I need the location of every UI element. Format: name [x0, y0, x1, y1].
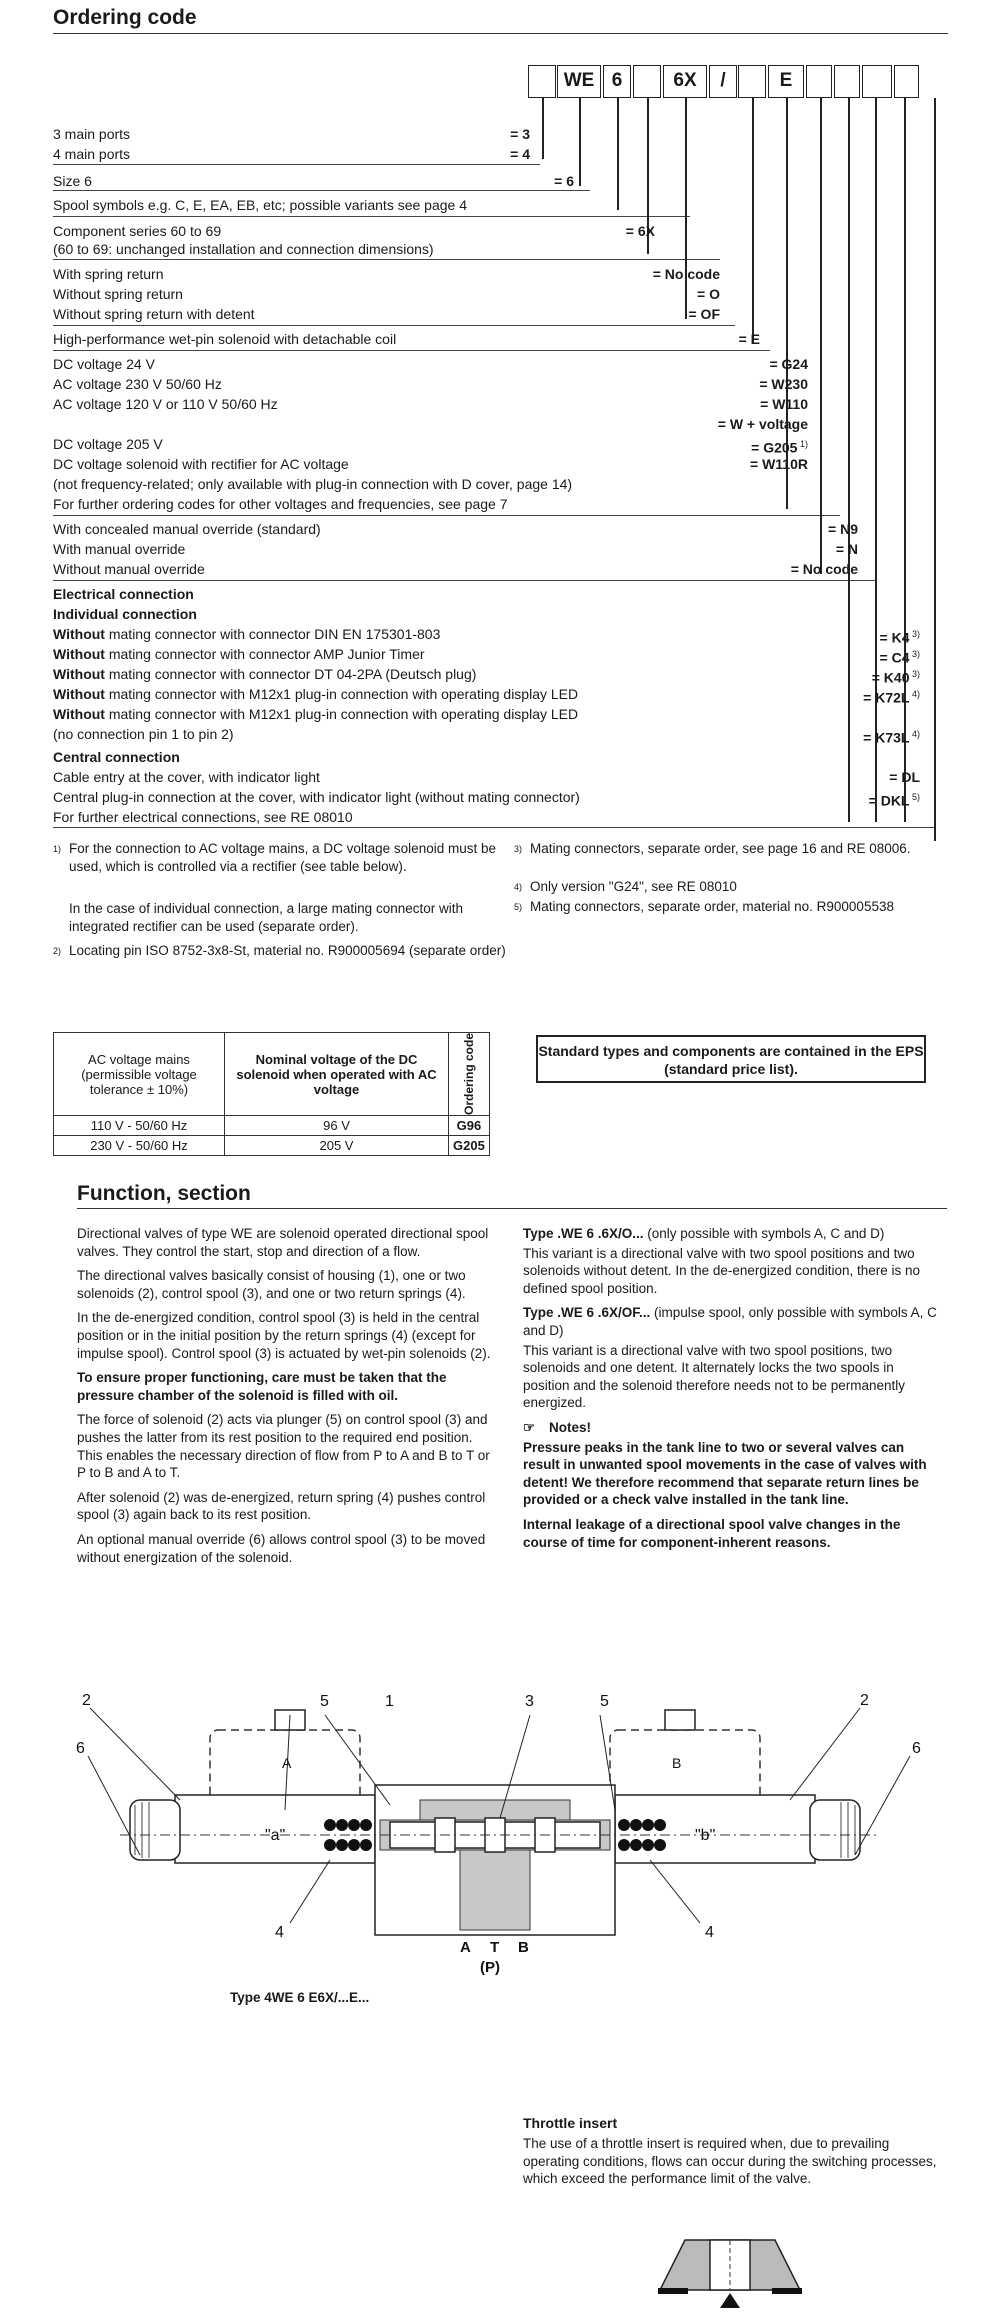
code-leader-line: [542, 98, 544, 159]
table-cell: 230 V - 50/60 Hz: [54, 1136, 225, 1156]
code-box: /: [709, 65, 737, 98]
ordering-row-code: = K4 $^{3)}$: [879, 629, 920, 646]
ac-header-ordering: [449, 1033, 490, 1116]
ordering-row-label: Without mating connector with M12x1 plug-in connection with operating display LED: [53, 686, 579, 702]
table-cell: G96: [449, 1116, 490, 1136]
group-separator: [53, 515, 840, 516]
footnote-number: 5): [514, 902, 523, 912]
ordering-row-code: = G205 $^{1)}$: [751, 439, 808, 456]
ordering-row-code: = DL: [889, 769, 920, 785]
ordering-row-label: With spring return: [53, 266, 164, 282]
ordering-row-label: Individual connection: [53, 606, 197, 622]
code-box: 6X: [663, 65, 707, 98]
port-t-label: T: [490, 1939, 500, 1956]
code-box: 6: [603, 65, 631, 98]
table-cell: 110 V - 50/60 Hz: [54, 1116, 225, 1136]
ac-header-ordering-label: Ordering code: [461, 1033, 476, 1116]
code-leader-line: [617, 98, 619, 210]
ordering-row-label: For further ordering codes for other voltages and frequencies, see page 7: [53, 496, 508, 512]
paragraph: This variant is a directional valve with two spool positions and two solenoids without detent. In the de-energized condition, there is no defined spool position.: [523, 1245, 921, 1296]
ordering-row-label: Without manual override: [53, 561, 205, 577]
ordering-row-label: 4 main ports: [53, 146, 131, 162]
group-separator: [53, 259, 720, 260]
code-box: WE: [557, 65, 601, 98]
ordering-row-label: Without mating connector with connector AMP Junior Timer: [53, 646, 425, 662]
ordering-row-code: = 6: [554, 173, 574, 189]
footnote-text: For the connection to AC voltage mains, a DC voltage solenoid must be used, which is controlled via a rectifier (see table below).: [69, 841, 496, 874]
ordering-row-label: (60 to 69: unchanged installation and connection dimensions): [53, 241, 434, 257]
table-row: [54, 1116, 490, 1136]
ordering-row-label: Spool symbols e.g. C, E, EA, EB, etc; possible variants see page 4: [53, 197, 467, 213]
callout-label: 6: [912, 1740, 921, 1757]
footnote-text: Only version "G24", see RE 08010: [530, 879, 737, 894]
ordering-row-label: For further electrical connections, see RE 08010: [53, 809, 353, 825]
ordering-row-label: Without spring return with detent: [53, 306, 255, 322]
throttle-title: Throttle insert: [523, 2115, 618, 2131]
paragraph: An optional manual override (6) allows control spool (3) to be moved without energization of the solenoid.: [77, 1531, 486, 1565]
table-row: [54, 1136, 490, 1156]
manual-override-right: [810, 1800, 860, 1860]
paragraph: After solenoid (2) was de-energized, return spring (4) pushes control spool (3) again back to its rest position.: [77, 1489, 486, 1523]
type-o-title: Type .WE 6 .6X/O...: [523, 1226, 644, 1241]
port-p-label: (P): [480, 1959, 500, 1976]
ordering-row-label: (not frequency-related; only available with plug-in connection with D cover, page 14): [53, 476, 573, 492]
code-box: [738, 65, 766, 98]
diagram-caption: Type 4WE 6 E6X/...E...: [230, 1990, 370, 2005]
ordering-row-label: (no connection pin 1 to pin 2): [53, 726, 234, 742]
paragraph: In the de-energized condition, control spool (3) is held in the central position or in the initial position by the return springs (4) (except for impulse spool). Control spool (3) is actuated by wet-pin solenoids (2).: [77, 1310, 491, 1361]
paragraph: Directional valves of type WE are solenoid operated directional spool valves. They control the start, stop and direction of a flow.: [77, 1226, 489, 1259]
paragraph: The directional valves basically consist of housing (1), one or two solenoids (2), control spool (3), and one or two return springs (4).: [77, 1268, 466, 1301]
callout-label: 6: [76, 1740, 85, 1757]
port-a-label: A: [460, 1939, 471, 1956]
code-leader-line: [820, 98, 822, 574]
group-separator: [53, 216, 690, 217]
ac-header-mains: AC voltage mains (permissible voltage tolerance ± 10%): [54, 1033, 225, 1116]
ordering-row-label: Electrical connection: [53, 586, 194, 602]
footnote-text: Locating pin ISO 8752-3x8-St, material no. R900005694 (separate order): [69, 943, 506, 958]
code-leader-line: [752, 98, 754, 344]
ordering-row-code: = G24: [769, 356, 808, 372]
table-cell: 205 V: [225, 1136, 449, 1156]
code-leader-line: [934, 98, 936, 841]
group-separator: [53, 164, 540, 165]
solenoid-b-label: "b": [695, 1827, 716, 1844]
group-separator: [53, 190, 590, 191]
group-separator: [53, 325, 735, 326]
table-cell: 96 V: [225, 1116, 449, 1136]
ordering-row-code: = 4: [510, 146, 530, 162]
ordering-row-label: Cable entry at the cover, with indicator light: [53, 769, 320, 785]
footnote: [514, 878, 950, 896]
group-separator: [53, 350, 770, 351]
code-leader-line: [848, 98, 850, 822]
ordering-row-label: DC voltage solenoid with rectifier for AC voltage: [53, 456, 349, 472]
ordering-row-label: 3 main ports: [53, 126, 131, 142]
footnote: [53, 840, 519, 876]
ordering-row-label: DC voltage 24 V: [53, 356, 155, 372]
footnote: [53, 900, 519, 936]
code-box: [806, 65, 832, 98]
coil-cap-b: [665, 1710, 695, 1730]
ordering-row-code: = K40 $^{3)}$: [871, 669, 920, 686]
page-title: Ordering code: [53, 6, 197, 29]
ordering-row-code: = No code: [652, 266, 720, 282]
footnote-text: Mating connectors, separate order, see page 16 and RE 08006.: [530, 841, 911, 856]
ordering-row-label: With concealed manual override (standard): [53, 521, 321, 537]
ordering-row-label: AC voltage 230 V 50/60 Hz: [53, 376, 222, 392]
ordering-row-code: = K72L $^{4)}$: [863, 689, 920, 706]
footnote-text: Mating connectors, separate order, material no. R900005538: [530, 899, 894, 914]
function-rule: [77, 1208, 947, 1209]
ordering-row-label: AC voltage 120 V or 110 V 50/60 Hz: [53, 396, 278, 412]
code-box: [834, 65, 860, 98]
ordering-row-code: = E: [738, 331, 760, 347]
paragraph: The force of solenoid (2) acts via plunger (5) on control spool (3) and pushes the latter from its rest position to the required end position. This enables the necessary direction of flow from P to A and B to T or P to B and A to T.: [77, 1412, 490, 1481]
type-of-title-rest: (impulse spool, only possible with symbols A, C and D): [523, 1305, 937, 1338]
callout-label: 1: [385, 1693, 394, 1710]
notes-label: Notes!: [549, 1419, 592, 1435]
ordering-row-label: DC voltage 205 V: [53, 436, 163, 452]
function-title: Function, section: [77, 1182, 251, 1205]
callout-label: 3: [525, 1693, 534, 1710]
ordering-row-code: = N9: [828, 521, 858, 537]
code-leader-line: [904, 98, 906, 822]
throttle-insert-diagram: [640, 2210, 820, 2310]
callout-label: 4: [705, 1924, 714, 1941]
ordering-row-label: Central plug-in connection at the cover, with indicator light (without mating connector): [53, 789, 580, 805]
ordering-row-code: = W + voltage: [717, 416, 808, 432]
ordering-row-code: = O: [697, 286, 720, 302]
coil-a-label: A: [282, 1755, 292, 1771]
paragraph: Internal leakage of a directional spool valve changes in the course of time for component-inherent reasons.: [523, 1516, 901, 1550]
callout-label: 4: [275, 1924, 284, 1941]
ordering-row-code: = No code: [790, 561, 858, 577]
code-box: [862, 65, 892, 98]
footnote: [514, 898, 950, 916]
ordering-row-label: Without mating connector with M12x1 plug-in connection with operating display LED: [53, 706, 579, 722]
group-separator: [53, 580, 875, 581]
throttle-text: The use of a throttle insert is required when, due to prevailing operating conditions, flows can occur during the switching processes, which exceed the performance limit of the valve.: [523, 2136, 937, 2187]
footnote-number: 4): [514, 882, 523, 892]
table-cell: G205: [449, 1136, 490, 1156]
footnote-number: 2): [53, 946, 62, 956]
solenoid-a-label: "a": [265, 1827, 286, 1844]
footnote: [53, 942, 519, 960]
paragraph: To ensure proper functioning, care must be taken that the pressure chamber of the solenoid is filled with oil.: [77, 1370, 447, 1403]
code-box: [528, 65, 556, 98]
group-separator: [53, 827, 935, 828]
footnote: [514, 840, 950, 858]
title-rule: [53, 33, 948, 34]
coil-b-label: B: [672, 1755, 682, 1771]
ordering-row-code: = N: [835, 541, 858, 557]
callout-label: 2: [860, 1692, 869, 1709]
notes-heading: [523, 1419, 943, 1437]
callout-label: 5: [600, 1693, 609, 1710]
flow-arrow-icon: [720, 2293, 740, 2308]
ordering-row-code: = W230: [759, 376, 808, 392]
footnote-number: 1): [53, 844, 62, 854]
code-leader-line: [875, 98, 877, 822]
code-box: [894, 65, 919, 98]
paragraph: This variant is a directional valve with two spool positions, two solenoids and one detent. It alternately locks the two spools in position and the solenoid therefore needs not to be permanently energized.: [523, 1342, 906, 1411]
ordering-row-code: = DKL $^{5)}$: [868, 792, 920, 809]
code-leader-line: [579, 98, 581, 186]
function-left-column: [77, 1225, 495, 1573]
valve-section-diagram: [60, 1690, 940, 1990]
standard-types-box: Standard types and components are contained in the EPS (standard price list).: [536, 1035, 926, 1083]
footnote-text: In the case of individual connection, a large mating connector with integrated rectifier can be used (separate order).: [69, 901, 463, 934]
ordering-row-label: Component series 60 to 69: [53, 223, 222, 239]
paragraph: Pressure peaks in the tank line to two or several valves can result in unwanted spool movements in the case of valves with detent! We therefore recommend that separate return lines be provided or a check valve installed in the tank line.: [523, 1439, 927, 1508]
ordering-row-code: = 6X: [625, 223, 655, 239]
type-o-title-rest: (only possible with symbols A, C and D): [643, 1226, 885, 1241]
ordering-row-code: = OF: [688, 306, 720, 322]
code-box: E: [768, 65, 804, 98]
ordering-row-label: Without mating connector with connector DT 04-2PA (Deutsch plug): [53, 666, 477, 682]
ordering-row-code: = K73L $^{4)}$: [863, 729, 920, 746]
ordering-row-code: = W110R: [750, 456, 808, 472]
ordering-row-label: With manual override: [53, 541, 186, 557]
footnote-number: 3): [514, 844, 523, 854]
callout-label: 5: [320, 1693, 329, 1710]
type-of-title: Type .WE 6 .6X/OF...: [523, 1305, 651, 1321]
port-b-label: B: [518, 1939, 529, 1956]
ordering-row-label: Size 6: [53, 173, 92, 189]
ordering-row-code: = C4 $^{3)}$: [879, 649, 920, 666]
ac-header-nominal: Nominal voltage of the DC solenoid when operated with AC voltage: [225, 1033, 449, 1116]
function-right-column: [523, 1225, 943, 1558]
ac-voltage-table: [53, 1032, 490, 1156]
ordering-row-code: = W110: [760, 396, 808, 412]
ordering-row-label: Without mating connector with connector DIN EN 175301-803: [53, 626, 441, 642]
code-leader-line: [685, 98, 687, 319]
ordering-row-label: High-performance wet-pin solenoid with detachable coil: [53, 331, 397, 347]
callout-label: 2: [82, 1692, 91, 1709]
ordering-row-label: Central connection: [53, 749, 180, 765]
ordering-row-label: Without spring return: [53, 286, 183, 302]
code-box: [633, 65, 661, 98]
pointing-hand-icon: ☞: [523, 1419, 536, 1435]
ordering-row-code: = 3: [510, 126, 530, 142]
